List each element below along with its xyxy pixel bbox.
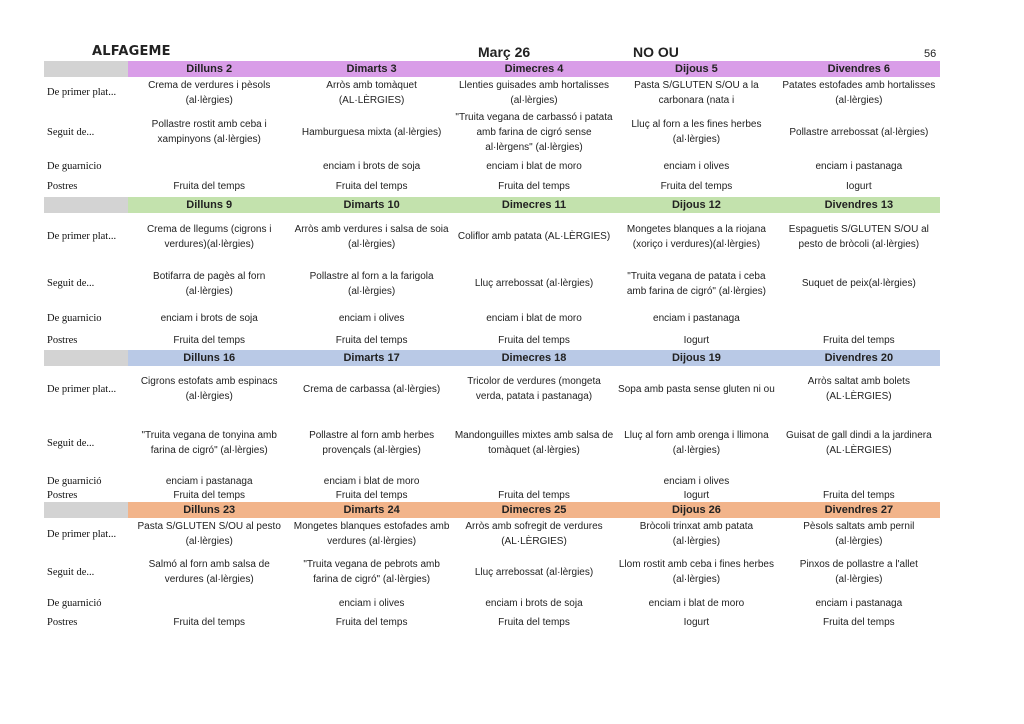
menu-cell: Lluç al forn amb orenga i llimona (al·lèrgies) <box>624 430 769 456</box>
menu-cell: enciam i brots de soja <box>322 160 421 172</box>
menu-cell: enciam i blat de moro <box>486 313 582 324</box>
dessert-row <box>44 330 940 350</box>
menu-cell: Pollastre al forn amb herbes provençals (al·lèrgies) <box>309 430 435 456</box>
menu-cell: Pasta S/GLUTEN S/OU al pesto (al·lèrgies) <box>137 521 281 547</box>
week-header-row <box>44 350 940 366</box>
menu-cell: Suquet de peix(al·lèrgies) <box>801 278 916 289</box>
garnish-row <box>44 594 940 612</box>
day-header: Dimecres 4 <box>453 61 615 77</box>
menu-cell: Iogurt <box>683 616 710 628</box>
second-course-row <box>44 412 940 474</box>
menu-cell: "Truita vegana de carbassó i patata amb farina de cigró sense al·lèrgens" (al·lèrgies) <box>455 111 613 153</box>
garnish-row <box>44 156 940 176</box>
menu-cell: Fruita del temps <box>173 334 246 346</box>
menu-cell: Pasta S/GLUTEN S/OU a la carbonara (nata i <box>634 79 759 106</box>
menu-cell: enciam i pastanaga <box>653 313 740 324</box>
day-header: Dilluns 16 <box>128 350 290 366</box>
second-course-row <box>44 260 940 307</box>
day-header: Dijous 26 <box>615 502 777 518</box>
row-label: Seguit de... <box>47 566 95 578</box>
day-header: Dimecres 18 <box>453 350 615 366</box>
menu-cell: "Truita vegana de patata i ceba amb farina de cigró" (al·lèrgies) <box>626 270 766 297</box>
day-header: Dimecres 25 <box>453 502 615 518</box>
menu-cell: Fruita del temps <box>822 489 895 501</box>
first-course-row <box>44 518 940 550</box>
second-course-row <box>44 108 940 156</box>
first-course-row <box>44 213 940 260</box>
menu-cell: Fruita del temps <box>173 616 246 628</box>
menu-cell: Pinxos de pollastre a l'allet (al·lèrgies) <box>799 559 918 585</box>
menu-cell: Arròs amb verdures i salsa de soia (al·lèrgies) <box>294 223 449 250</box>
week-header-row <box>44 61 940 77</box>
row-label: De primer plat... <box>47 528 117 540</box>
menu-cell: Iogurt <box>683 334 710 346</box>
week-block <box>44 502 940 632</box>
day-header: Dimecres 11 <box>453 197 615 213</box>
row-label: Postres <box>47 181 78 192</box>
second-course-row <box>44 550 940 594</box>
menu-cell: Arròs amb tomàquet (AL·LÈRGIES) <box>326 79 417 106</box>
menu-cell: Fruita del temps <box>660 181 733 192</box>
row-label: De guarnicio <box>47 313 102 324</box>
menu-cell: Mongetes blanques a la riojana (xoriço i verdures)(al·lèrgies) <box>626 223 766 250</box>
menu-cell: Salmó al forn amb salsa de verdures (al·lèrgies) <box>148 559 270 585</box>
header-spacer <box>44 350 128 366</box>
menu-cell: Pollastre rostit amb ceba i xampinyons (al·lèrgies) <box>151 119 267 145</box>
day-header: Divendres 20 <box>778 350 940 366</box>
week-block <box>44 197 940 350</box>
menu-cell: enciam i olives <box>663 160 730 172</box>
menu-cell: Arròs saltat amb bolets (AL·LÈRGIES) <box>807 376 910 402</box>
day-header: Dijous 19 <box>615 350 777 366</box>
menu-cell: Crema de llegums (cigrons i verdures)(al·lèrgies) <box>146 223 272 250</box>
week-header-row <box>44 502 940 518</box>
menu-cell: Patates estofades amb hortalisses (al·lèrgies) <box>782 79 936 106</box>
month-title: Març 26 <box>478 44 531 60</box>
week-header-row <box>44 197 940 213</box>
menu-cell: Pèsols saltats amb pernil (al·lèrgies) <box>803 521 915 547</box>
week-block <box>44 350 940 502</box>
menu-cell: Fruita del temps <box>822 334 895 346</box>
header-spacer <box>44 502 128 518</box>
menu-cell: Fruita del temps <box>173 181 246 192</box>
header-spacer <box>44 61 128 77</box>
menu-cell: Llenties guisades amb hortalisses (al·lèrgies) <box>458 79 610 106</box>
menu-cell: Guisat de gall dindi a la jardinera (AL·LÈRGIES) <box>786 430 932 456</box>
menu-cell: enciam i brots de soja <box>160 313 258 324</box>
menu-cell: Cigrons estofats amb espinacs (al·lèrgies) <box>140 376 278 402</box>
row-label: De guarnició <box>47 597 102 609</box>
menu-cell: enciam i olives <box>338 313 405 324</box>
menu-cell: Pollastre al forn a la farigola (al·lèrgies) <box>309 270 434 297</box>
day-header: Divendres 27 <box>778 502 940 518</box>
garnish-row <box>44 307 940 330</box>
menu-cell: Iogurt <box>683 489 710 501</box>
row-label: De primer plat... <box>47 87 117 98</box>
menu-cell: Pollastre arrebossat (al·lèrgies) <box>789 126 929 138</box>
menu-cell: Hamburguesa mixta (al·lèrgies) <box>301 126 442 138</box>
day-header: Dimarts 3 <box>290 61 452 77</box>
row-label: De primer plat... <box>47 231 117 242</box>
first-course-row <box>44 366 940 412</box>
menu-cell: enciam i blat de moro <box>486 160 582 172</box>
menu-cell: enciam i olives <box>338 597 405 609</box>
menu-cell: Fruita del temps <box>335 181 408 192</box>
diet-note: NO OU <box>633 44 679 60</box>
row-label: De guarnició <box>47 475 102 487</box>
row-label: Postres <box>47 616 78 628</box>
garnish-row <box>44 474 940 488</box>
menu-cell: enciam i olives <box>663 475 730 487</box>
row-label: De primer plat... <box>47 383 117 395</box>
row-label: Seguit de... <box>47 278 95 289</box>
day-header: Dijous 5 <box>615 61 777 77</box>
menu-cell: enciam i blat de moro <box>323 475 420 487</box>
menu-cell: Fruita del temps <box>498 334 570 346</box>
menu-cell: Arròs amb sofregit de verdures (AL·LÈRGIES) <box>465 521 603 547</box>
menu-cell: Fruita del temps <box>335 334 408 346</box>
menu-cell: Lluç al forn a les fines herbes (al·lèrgies) <box>631 119 762 145</box>
menu-cell: Lluç arrebossat (al·lèrgies) <box>474 566 594 578</box>
header-spacer <box>44 197 128 213</box>
row-label: Seguit de... <box>47 437 95 449</box>
menu-cell: Fruita del temps <box>335 489 408 501</box>
menu-cell: Espaguetis S/GLUTEN S/OU al pesto de bròcoli (al·lèrgies) <box>788 223 929 250</box>
menu-cell: "Truita vegana de pebrots amb farina de cigró" (al·lèrgies) <box>303 559 440 585</box>
menu-cell: Fruita del temps <box>498 616 570 628</box>
menu-cell: Fruita del temps <box>173 489 246 501</box>
day-header: Dimarts 24 <box>290 502 452 518</box>
day-header: Dijous 12 <box>615 197 777 213</box>
day-header: Dimarts 17 <box>290 350 452 366</box>
menu-cell: enciam i blat de moro <box>648 597 745 609</box>
menu-cell: enciam i pastanaga <box>165 475 253 487</box>
menu-cell: Coliflor amb patata (AL·LÈRGIES) <box>457 231 611 242</box>
row-label: Postres <box>47 334 78 346</box>
day-header: Dilluns 9 <box>128 197 290 213</box>
row-label: Postres <box>47 489 78 501</box>
school-logo: ALFAGEME <box>92 44 171 59</box>
menu-cell: Crema de verdures i pèsols (al·lèrgies) <box>148 79 271 106</box>
day-header: Divendres 13 <box>778 197 940 213</box>
menu-cell: Llom rostit amb ceba i fines herbes (al·lèrgies) <box>618 559 774 585</box>
menu-cell: Sopa amb pasta sense gluten ni ou <box>618 383 775 395</box>
weekly-menu-table <box>44 61 940 632</box>
day-header: Dimarts 10 <box>290 197 452 213</box>
dessert-row <box>44 488 940 502</box>
page-number: 56 <box>924 48 937 60</box>
day-header: Dilluns 2 <box>128 61 290 77</box>
menu-cell: Bròcoli trinxat amb patata (al·lèrgies) <box>639 521 754 547</box>
menu-cell: Tricolor de verdures (mongeta verda, patata i pastanaga) <box>467 376 601 402</box>
menu-cell: Mongetes blanques estofades amb verdures (al·lèrgies) <box>293 521 450 547</box>
menu-cell: Fruita del temps <box>498 489 570 501</box>
dessert-row <box>44 176 940 197</box>
week-block <box>44 61 940 197</box>
menu-cell: Iogurt <box>846 181 872 192</box>
menu-cell: Fruita del temps <box>822 616 895 628</box>
menu-cell: Fruita del temps <box>498 181 570 192</box>
dessert-row <box>44 612 940 632</box>
row-label: Seguit de... <box>47 126 95 138</box>
menu-cell: "Truita vegana de tonyina amb farina de cigró" (al·lèrgies) <box>141 430 277 456</box>
menu-cell: enciam i pastanaga <box>815 597 903 609</box>
day-header: Divendres 6 <box>778 61 940 77</box>
menu-cell: Botifarra de pagès al forn (al·lèrgies) <box>153 270 266 297</box>
first-course-row <box>44 77 940 108</box>
menu-cell: Crema de carbassa (al·lèrgies) <box>302 383 441 395</box>
menu-cell: Mandonguilles mixtes amb salsa de tomàquet (al·lèrgies) <box>454 430 614 456</box>
menu-cell: enciam i pastanaga <box>815 160 903 172</box>
row-label: De guarnicio <box>47 160 102 172</box>
menu-cell: Lluç arrebossat (al·lèrgies) <box>474 278 594 289</box>
day-header: Dilluns 23 <box>128 502 290 518</box>
menu-cell: Fruita del temps <box>335 616 408 628</box>
menu-cell: enciam i brots de soja <box>485 597 583 609</box>
